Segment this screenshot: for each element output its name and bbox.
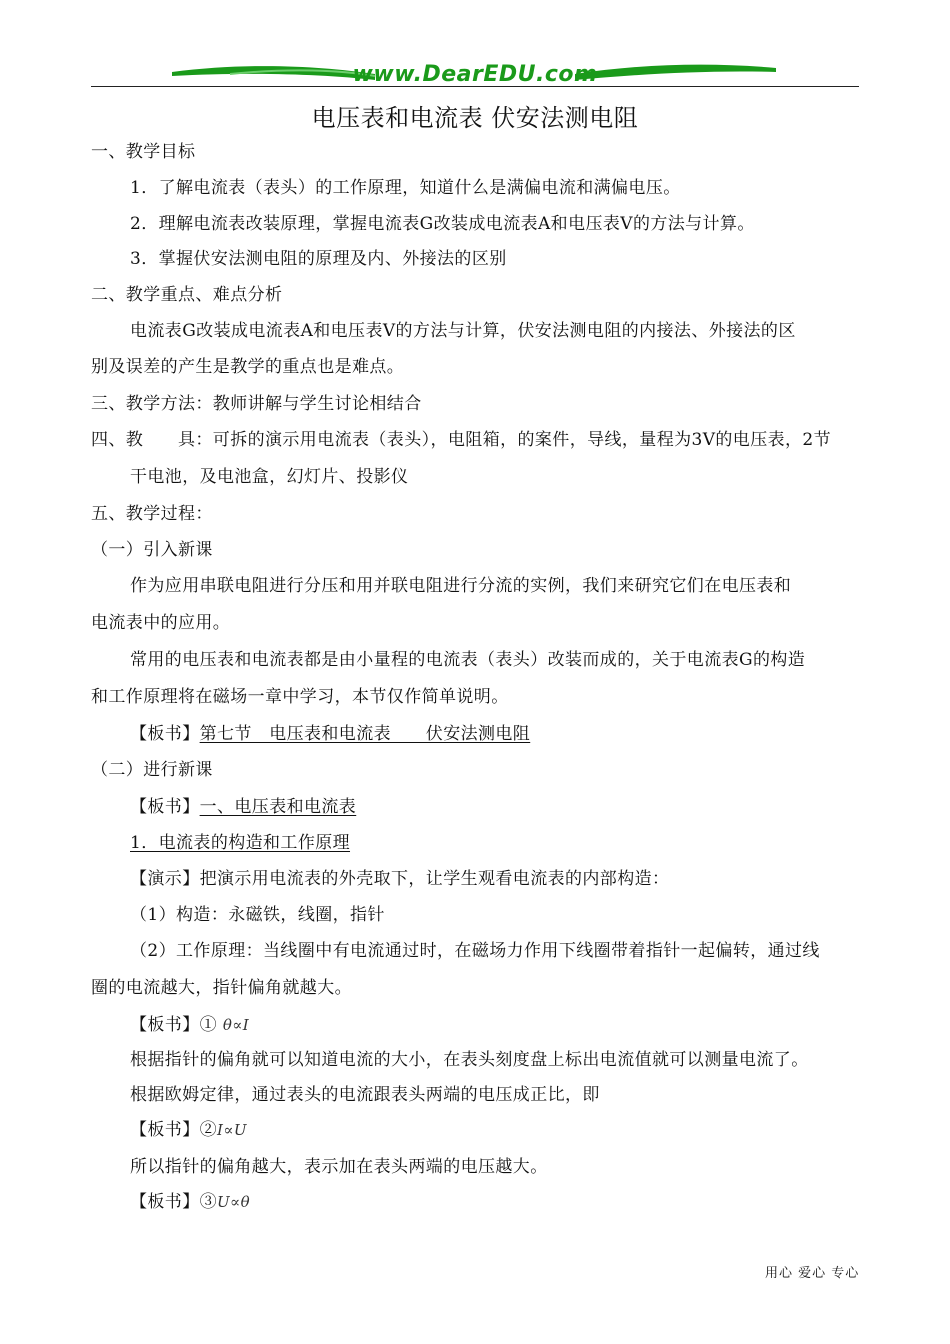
section-4-continuation: 干电池，及电池盒，幻灯片、投影仪 — [130, 467, 409, 487]
ammeter-structure-heading-text: 1．电流表的构造和工作原理 — [130, 833, 351, 853]
formula-i-prop-u: I∝U — [217, 1121, 247, 1139]
paragraph-deflection-voltage: 所以指针的偏角越大，表示加在表头两端的电压越大。 — [130, 1157, 548, 1177]
board-note-meters — [130, 796, 900, 818]
formula-theta-prop-i: θ∝I — [222, 1016, 250, 1034]
objective-item-2: 2．理解电流表改装原理，掌握电流表G改装成电流表A和电压表V的方法与计算。 — [130, 214, 755, 234]
board-label: 【板书】① — [130, 1015, 217, 1035]
board-label: 【板书】 — [130, 797, 200, 817]
section-2-paragraph-line-2: 别及误差的产生是教学的重点也是难点。 — [91, 357, 405, 377]
working-principle-line-1: （2）工作原理：当线圈中有电流通过时，在磁场力作用下线圈带着指针一起偏转，通过线 — [130, 941, 820, 961]
board-note-formula-1 — [130, 1014, 900, 1036]
paragraph-ohms-law: 根据欧姆定律，通过表头的电流跟表头两端的电压成正比，即 — [130, 1085, 600, 1105]
objective-item-1: 1．了解电流表（表头）的工作原理，知道什么是满偏电流和满偏电压。 — [130, 178, 681, 198]
board-note-section-title — [130, 723, 900, 745]
board-note-formula-3 — [130, 1191, 900, 1213]
demo-paragraph: 【演示】把演示用电流表的外壳取下，让学生观看电流表的内部构造： — [130, 869, 670, 889]
board-note-formula-2 — [130, 1119, 900, 1141]
paragraph-deflection-current: 根据指针的偏角就可以知道电流的大小，在表头刻度盘上标出电流值就可以测量电流了。 — [130, 1050, 809, 1070]
page-footer: 用心 爱心 专心 — [765, 1266, 860, 1281]
board-label: 【板书】② — [130, 1120, 217, 1140]
section-4-heading: 四、教 具：可拆的演示用电流表（表头），电阻箱，的案件，导线，量程为3V的电压表，2节 — [91, 430, 832, 450]
ammeter-structure-heading — [130, 832, 900, 854]
intro-paragraph-1-line-2: 电流表中的应用。 — [91, 613, 231, 633]
working-principle-line-2: 圈的电流越大，指针偏角就越大。 — [91, 978, 352, 998]
section-2-heading: 二、教学重点、难点分析 — [91, 285, 283, 305]
section-2-paragraph-line-1: 电流表G改装成电流表A和电压表V的方法与计算，伏安法测电阻的内接法、外接法的区 — [130, 321, 796, 341]
board-label: 【板书】③ — [130, 1192, 217, 1212]
header-rule — [91, 86, 859, 87]
section-3-heading: 三、教学方法：教师讲解与学生讨论相结合 — [91, 394, 422, 414]
intro-paragraph-2-line-1: 常用的电压表和电流表都是由小量程的电流表（表头）改装而成的，关于电流表G的构造 — [130, 650, 806, 670]
subsection-2-heading: （二）进行新课 — [91, 760, 213, 780]
board-label: 【板书】 — [130, 724, 200, 744]
intro-paragraph-1-line-1: 作为应用串联电阻进行分压和用并联电阻进行分流的实例，我们来研究它们在电压表和 — [130, 576, 792, 596]
construction-line: （1）构造：永磁铁，线圈，指针 — [130, 905, 385, 925]
document-title: 电压表和电流表 伏安法测电阻 — [311, 104, 639, 132]
intro-paragraph-2-line-2: 和工作原理将在磁场一章中学习，本节仅作简单说明。 — [91, 687, 509, 707]
formula-u-prop-theta: U∝θ — [217, 1193, 251, 1211]
banner-logo-text: www.DearEDU.com — [352, 62, 598, 87]
subsection-1-heading: （一）引入新课 — [91, 540, 213, 560]
section-5-heading: 五、教学过程： — [91, 504, 213, 524]
board-text: 第七节 电压表和电流表 伏安法测电阻 — [199, 724, 531, 744]
board-text: 一、电压表和电流表 — [199, 797, 357, 817]
objective-item-3: 3．掌握伏安法测电阻的原理及内、外接法的区别 — [130, 249, 507, 269]
section-1-heading: 一、教学目标 — [91, 142, 196, 162]
